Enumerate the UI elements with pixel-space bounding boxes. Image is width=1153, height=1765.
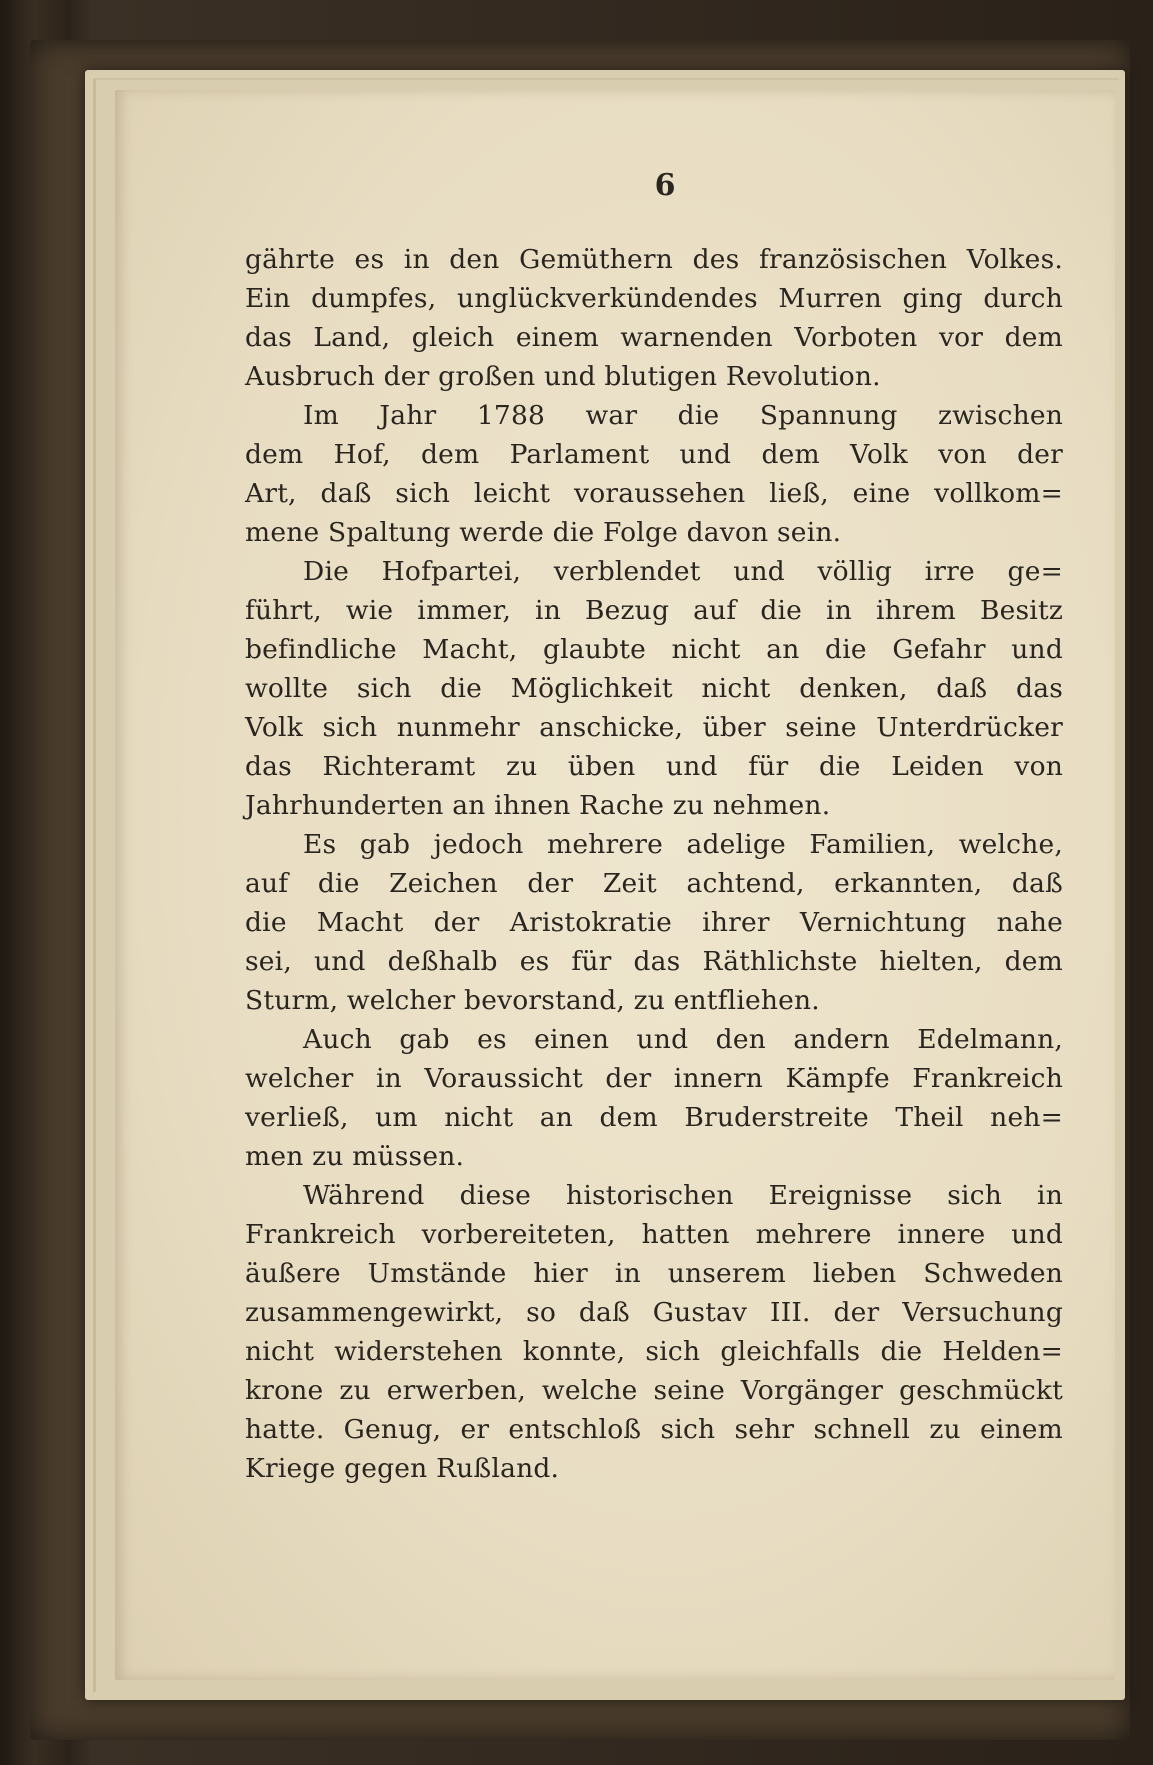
text-line: Frankreich vorbereiteten, hatten mehrere innere und [245, 1219, 1063, 1250]
text-line: Auch gab es einen und den andern Edelmann, [303, 1024, 1063, 1055]
text-line: welcher in Voraussicht der innern Kämpfe Frankreich [245, 1063, 1063, 1094]
text-line: Jahrhunderten an ihnen Rache zu nehmen. [245, 790, 831, 821]
text-line: Volk sich nunmehr anschicke, über seine Unterdrücker [245, 712, 1063, 743]
text-line: gährte es in den Gemüthern des französischen Volkes. [245, 244, 1063, 275]
text-line: das Land, gleich einem warnenden Vorboten vor dem [245, 322, 1063, 353]
text-line: verließ, um nicht an dem Bruderstreite Theil neh= [245, 1102, 1063, 1133]
text-line: Ausbruch der großen und blutigen Revolution. [245, 361, 881, 392]
text-line: das Richteramt zu üben und für die Leiden von [245, 751, 1063, 782]
text-line: wollte sich die Möglichkeit nicht denken, daß das [245, 673, 1063, 704]
text-line: führt, wie immer, in Bezug auf die in ihrem Besitz [245, 595, 1063, 626]
text-line: men zu müssen. [245, 1141, 465, 1172]
text-line: nicht widerstehen konnte, sich gleichfalls die Helden= [245, 1336, 1063, 1367]
text-line: Ein dumpfes, unglückverkündendes Murren ging durch [245, 283, 1063, 314]
text-line: Während diese historischen Ereignisse sich in [303, 1180, 1063, 1211]
text-line: befindliche Macht, glaubte nicht an die Gefahr und [245, 634, 1063, 665]
text-line: die Macht der Aristokratie ihrer Vernichtung nahe [245, 907, 1063, 938]
text-line: zusammengewirkt, so daß Gustav III. der Versuchung [245, 1297, 1063, 1328]
text-line: Sturm, welcher bevorstand, zu entfliehen. [245, 985, 820, 1016]
text-line: Art, daß sich leicht voraussehen ließ, eine vollkom= [245, 478, 1063, 509]
text-line: äußere Umstände hier in unserem lieben Schweden [245, 1258, 1063, 1289]
page-text [245, 240, 1063, 1488]
book-page [115, 90, 1115, 1680]
text-line: Kriege gegen Rußland. [245, 1453, 560, 1484]
page-number: 6 [654, 168, 676, 203]
text-line: hatte. Genug, er entschloß sich sehr schnell zu einem [245, 1414, 1063, 1445]
text-line: auf die Zeichen der Zeit achtend, erkannten, daß [245, 868, 1063, 899]
text-line: Im Jahr 1788 war die Spannung zwischen [303, 400, 1063, 431]
text-line: krone zu erwerben, welche seine Vorgänger geschmückt [245, 1375, 1063, 1406]
text-line: dem Hof, dem Parlament und dem Volk von der [245, 439, 1063, 470]
text-line: sei, und deßhalb es für das Räthlichste hielten, dem [245, 946, 1063, 977]
text-line: mene Spaltung werde die Folge davon sein. [245, 517, 842, 548]
text-line: Die Hofpartei, verblendet und völlig irre ge= [303, 556, 1063, 587]
text-line: Es gab jedoch mehrere adelige Familien, welche, [303, 829, 1063, 860]
